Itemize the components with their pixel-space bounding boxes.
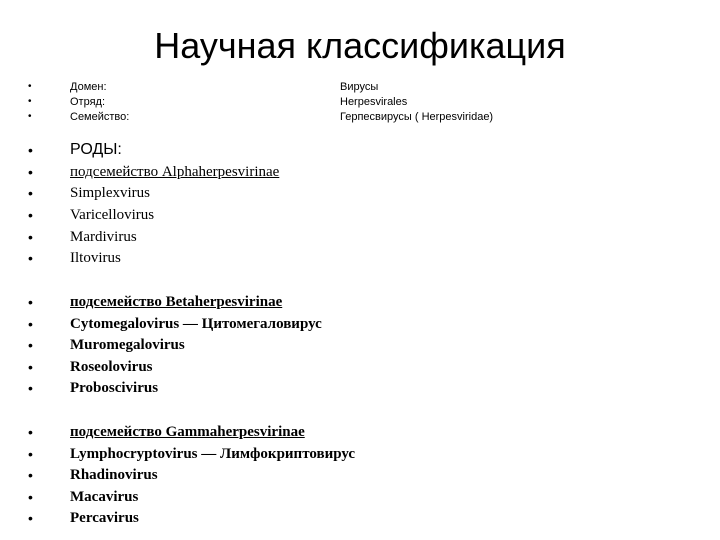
genus-row xyxy=(0,507,720,527)
bullet: • xyxy=(28,510,33,526)
genus-row xyxy=(0,204,720,224)
bullet: • xyxy=(28,229,33,245)
genus-name: Lymphocryptovirus — Лимфокриптовирус xyxy=(70,446,356,462)
bullet: • xyxy=(28,446,33,462)
bullet: • xyxy=(28,111,32,122)
classification-value: Герпесвирусы ( Herpesviridae) xyxy=(340,111,494,123)
genus-row xyxy=(0,377,720,397)
rody-heading-row xyxy=(0,139,720,159)
genus-name: Iltovirus xyxy=(70,250,121,266)
bullet: • xyxy=(28,489,33,505)
genus-row xyxy=(0,226,720,246)
bullet: • xyxy=(28,359,33,375)
genus-row xyxy=(0,334,720,354)
genus-row xyxy=(0,247,720,267)
genus-name: Muromegalovirus xyxy=(70,337,185,353)
bullet: • xyxy=(28,380,33,396)
bullet: • xyxy=(28,207,33,223)
page-title: Научная классификация xyxy=(154,25,566,66)
bullet: • xyxy=(28,337,33,353)
subfamily-row xyxy=(0,421,720,441)
subfamily-link[interactable]: подсемейство Alphaherpesvirinae xyxy=(70,164,280,180)
genus-row xyxy=(0,182,720,202)
bullet: • xyxy=(28,294,33,310)
genus-name: Varicellovirus xyxy=(70,207,155,223)
bullet: • xyxy=(28,250,33,266)
genus-row xyxy=(0,464,720,484)
classification-label: Домен: xyxy=(70,81,107,93)
genus-name: Cytomegalovirus — Цитомегаловирус xyxy=(70,316,322,332)
genus-row xyxy=(0,356,720,376)
rody-heading: РОДЫ: xyxy=(70,141,122,158)
bullet: • xyxy=(28,164,33,180)
genus-name: Simplexvirus xyxy=(70,185,151,201)
bullet: • xyxy=(28,316,33,332)
classification-row-family xyxy=(0,110,720,130)
genus-row xyxy=(0,486,720,506)
genus-row xyxy=(0,313,720,333)
genus-name: Mardivirus xyxy=(70,229,137,245)
bullet: • xyxy=(28,142,33,158)
classification-label: Отряд: xyxy=(70,96,106,108)
subfamily-link[interactable]: подсемейство Gammaherpesvirinae xyxy=(70,424,305,440)
bullet: • xyxy=(28,185,33,201)
bullet: • xyxy=(28,467,33,483)
classification-value: Вирусы xyxy=(340,81,379,93)
genus-name: Percavirus xyxy=(70,510,139,526)
bullet: • xyxy=(28,424,33,440)
genus-name: Roseolovirus xyxy=(70,359,153,375)
subfamily-link[interactable]: подсемейство Betaherpesvirinae xyxy=(70,294,283,310)
classification-value: Herpesvirales xyxy=(340,96,408,108)
genus-name: Proboscivirus xyxy=(70,380,159,396)
bullet: • xyxy=(28,81,32,92)
bullet: • xyxy=(28,96,32,107)
subfamily-row xyxy=(0,291,720,311)
genus-row xyxy=(0,443,720,463)
classification-label: Семейство: xyxy=(70,111,130,123)
genus-name: Rhadinovirus xyxy=(70,467,158,483)
genus-name: Macavirus xyxy=(70,489,139,505)
subfamily-row xyxy=(0,161,720,181)
